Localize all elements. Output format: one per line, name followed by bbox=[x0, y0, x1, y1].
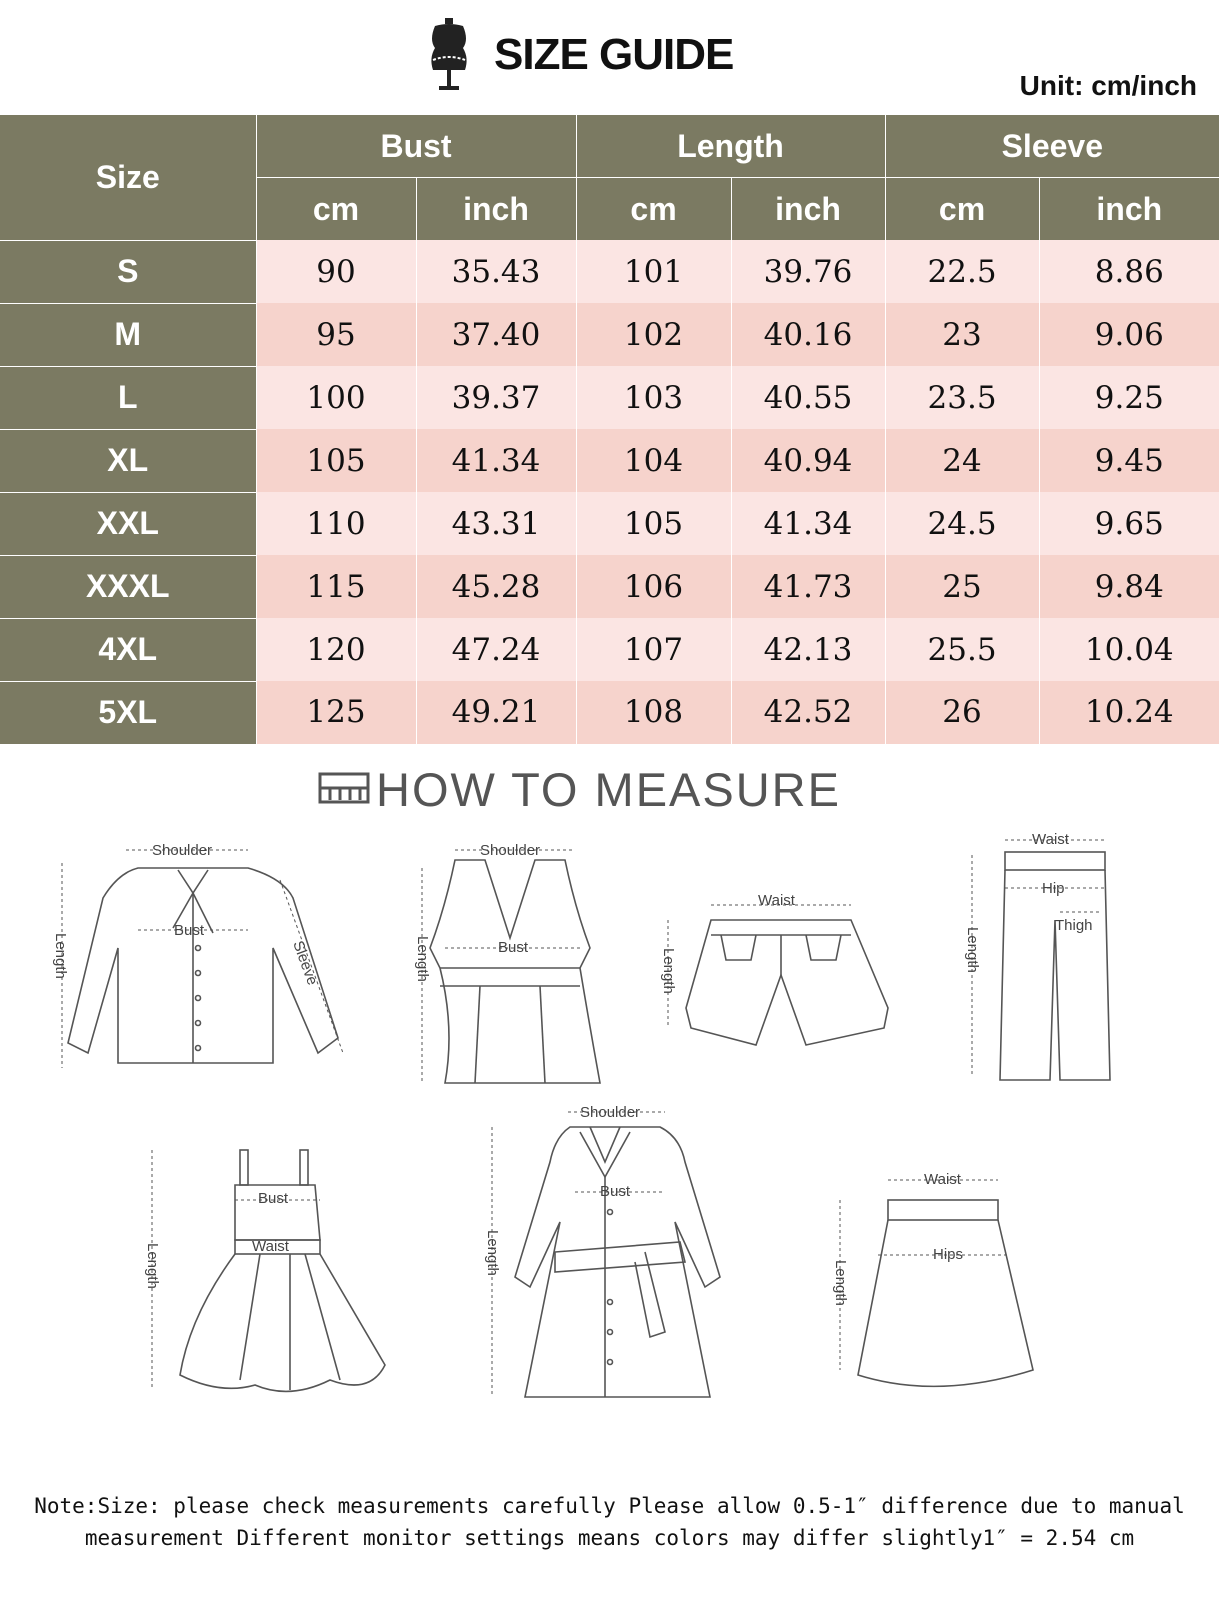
unit-header: inch bbox=[1039, 178, 1219, 241]
shorts-diagram bbox=[656, 880, 901, 1055]
measurement-cell: 43.31 bbox=[416, 492, 576, 555]
measurement-cell: 95 bbox=[256, 303, 416, 366]
measurement-cell: 9.25 bbox=[1039, 366, 1219, 429]
table-row bbox=[0, 555, 1219, 618]
measurement-cell: 40.55 bbox=[731, 366, 885, 429]
measurement-cell: 125 bbox=[256, 681, 416, 744]
measurement-cell: 24.5 bbox=[885, 492, 1039, 555]
how-to-measure-title: HOW TO MEASURE bbox=[376, 763, 841, 816]
sleeve-group-header: Sleeve bbox=[885, 115, 1219, 178]
length-label: Length bbox=[52, 933, 69, 979]
measurement-cell: 37.40 bbox=[416, 303, 576, 366]
waist-label: Waist bbox=[1032, 831, 1069, 848]
tank-diagram bbox=[410, 838, 610, 1098]
table-row bbox=[0, 240, 1219, 303]
sleeve-label: Sleeve bbox=[289, 938, 321, 988]
measurement-cell: 104 bbox=[576, 429, 731, 492]
skirt-diagram bbox=[828, 1165, 1048, 1400]
measurement-cell: 110 bbox=[256, 492, 416, 555]
measurement-cell: 41.73 bbox=[731, 555, 885, 618]
table-row bbox=[0, 618, 1219, 681]
header bbox=[0, 0, 1219, 115]
unit-label: Unit: cm/inch bbox=[1019, 70, 1197, 101]
measurement-cell: 23.5 bbox=[885, 366, 1039, 429]
table-row bbox=[0, 429, 1219, 492]
table-row bbox=[0, 303, 1219, 366]
measurement-cell: 115 bbox=[256, 555, 416, 618]
size-column-header: Size bbox=[0, 115, 256, 240]
measurement-cell: 24 bbox=[885, 429, 1039, 492]
how-to-measure-heading bbox=[318, 762, 918, 822]
size-cell: M bbox=[0, 303, 256, 366]
size-cell: 5XL bbox=[0, 681, 256, 744]
unit-header: cm bbox=[885, 178, 1039, 241]
measurement-cell: 25.5 bbox=[885, 618, 1039, 681]
unit-header: cm bbox=[256, 178, 416, 241]
size-table bbox=[0, 115, 1219, 744]
length-label: Length bbox=[484, 1230, 501, 1276]
unit-header: cm bbox=[576, 178, 731, 241]
hip-label: Hip bbox=[1042, 880, 1065, 897]
bust-label: Bust bbox=[600, 1183, 631, 1200]
bust-label: Bust bbox=[174, 922, 205, 939]
measurement-cell: 8.86 bbox=[1039, 240, 1219, 303]
length-label: Length bbox=[144, 1243, 161, 1289]
measurement-cell: 42.13 bbox=[731, 618, 885, 681]
length-label: Length bbox=[964, 927, 981, 973]
measurement-cell: 9.84 bbox=[1039, 555, 1219, 618]
measurement-cell: 22.5 bbox=[885, 240, 1039, 303]
size-cell: S bbox=[0, 240, 256, 303]
dress-form-icon bbox=[425, 18, 473, 92]
measurement-cell: 41.34 bbox=[731, 492, 885, 555]
measurement-cell: 35.43 bbox=[416, 240, 576, 303]
table-row bbox=[0, 681, 1219, 744]
size-cell: XXXL bbox=[0, 555, 256, 618]
measurement-cell: 49.21 bbox=[416, 681, 576, 744]
measurement-cell: 40.94 bbox=[731, 429, 885, 492]
measurement-cell: 108 bbox=[576, 681, 731, 744]
measurement-cell: 100 bbox=[256, 366, 416, 429]
measurement-cell: 102 bbox=[576, 303, 731, 366]
measurement-cell: 23 bbox=[885, 303, 1039, 366]
measurement-cell: 26 bbox=[885, 681, 1039, 744]
size-cell: XL bbox=[0, 429, 256, 492]
measurement-cell: 40.16 bbox=[731, 303, 885, 366]
table-row bbox=[0, 492, 1219, 555]
size-note: Note:Size: please check measurements carefully Please allow 0.5-1″ difference due to manual measurement Different monitor settings means colors may differ slightly1″ = 2.54 cm bbox=[34, 1494, 1185, 1550]
unit-header: inch bbox=[416, 178, 576, 241]
measurement-cell: 105 bbox=[576, 492, 731, 555]
measurement-cell: 106 bbox=[576, 555, 731, 618]
measurement-cell: 47.24 bbox=[416, 618, 576, 681]
length-group-header: Length bbox=[576, 115, 885, 178]
coat-diagram bbox=[480, 1102, 730, 1402]
measurement-cell: 90 bbox=[256, 240, 416, 303]
thigh-label: Thigh bbox=[1055, 917, 1093, 934]
measurement-cell: 103 bbox=[576, 366, 731, 429]
ruler-icon bbox=[318, 772, 370, 804]
measurement-cell: 120 bbox=[256, 618, 416, 681]
shirt-diagram bbox=[48, 838, 358, 1098]
length-label: Length bbox=[414, 936, 431, 982]
measurement-cell: 25 bbox=[885, 555, 1039, 618]
measurement-cell: 39.37 bbox=[416, 366, 576, 429]
shoulder-label: Shoulder bbox=[580, 1104, 641, 1121]
measurement-cell: 9.45 bbox=[1039, 429, 1219, 492]
shoulder-label: Shoulder bbox=[152, 842, 213, 859]
waist-label: Waist bbox=[758, 892, 795, 909]
hips-label: Hips bbox=[933, 1246, 964, 1263]
bust-label: Bust bbox=[258, 1190, 289, 1207]
dress-diagram bbox=[140, 1145, 390, 1400]
measurement-cell: 107 bbox=[576, 618, 731, 681]
pants-diagram bbox=[960, 830, 1130, 1105]
page-title: SIZE GUIDE bbox=[494, 30, 734, 79]
measurement-cell: 10.24 bbox=[1039, 681, 1219, 744]
bust-label: Bust bbox=[498, 939, 529, 956]
length-label: Length bbox=[832, 1260, 849, 1306]
measurement-cell: 42.52 bbox=[731, 681, 885, 744]
bust-group-header: Bust bbox=[256, 115, 576, 178]
measurement-cell: 9.65 bbox=[1039, 492, 1219, 555]
waist-label: Waist bbox=[252, 1238, 289, 1255]
unit-header: inch bbox=[731, 178, 885, 241]
measurement-cell: 9.06 bbox=[1039, 303, 1219, 366]
table-row bbox=[0, 366, 1219, 429]
size-cell: 4XL bbox=[0, 618, 256, 681]
length-label: Length bbox=[660, 948, 677, 994]
size-cell: XXL bbox=[0, 492, 256, 555]
measurement-cell: 45.28 bbox=[416, 555, 576, 618]
measurement-cell: 41.34 bbox=[416, 429, 576, 492]
measurement-cell: 101 bbox=[576, 240, 731, 303]
measurement-cell: 39.76 bbox=[731, 240, 885, 303]
waist-label: Waist bbox=[924, 1171, 961, 1188]
shoulder-label: Shoulder bbox=[480, 842, 541, 859]
measurement-cell: 105 bbox=[256, 429, 416, 492]
measurement-cell: 10.04 bbox=[1039, 618, 1219, 681]
size-cell: L bbox=[0, 366, 256, 429]
